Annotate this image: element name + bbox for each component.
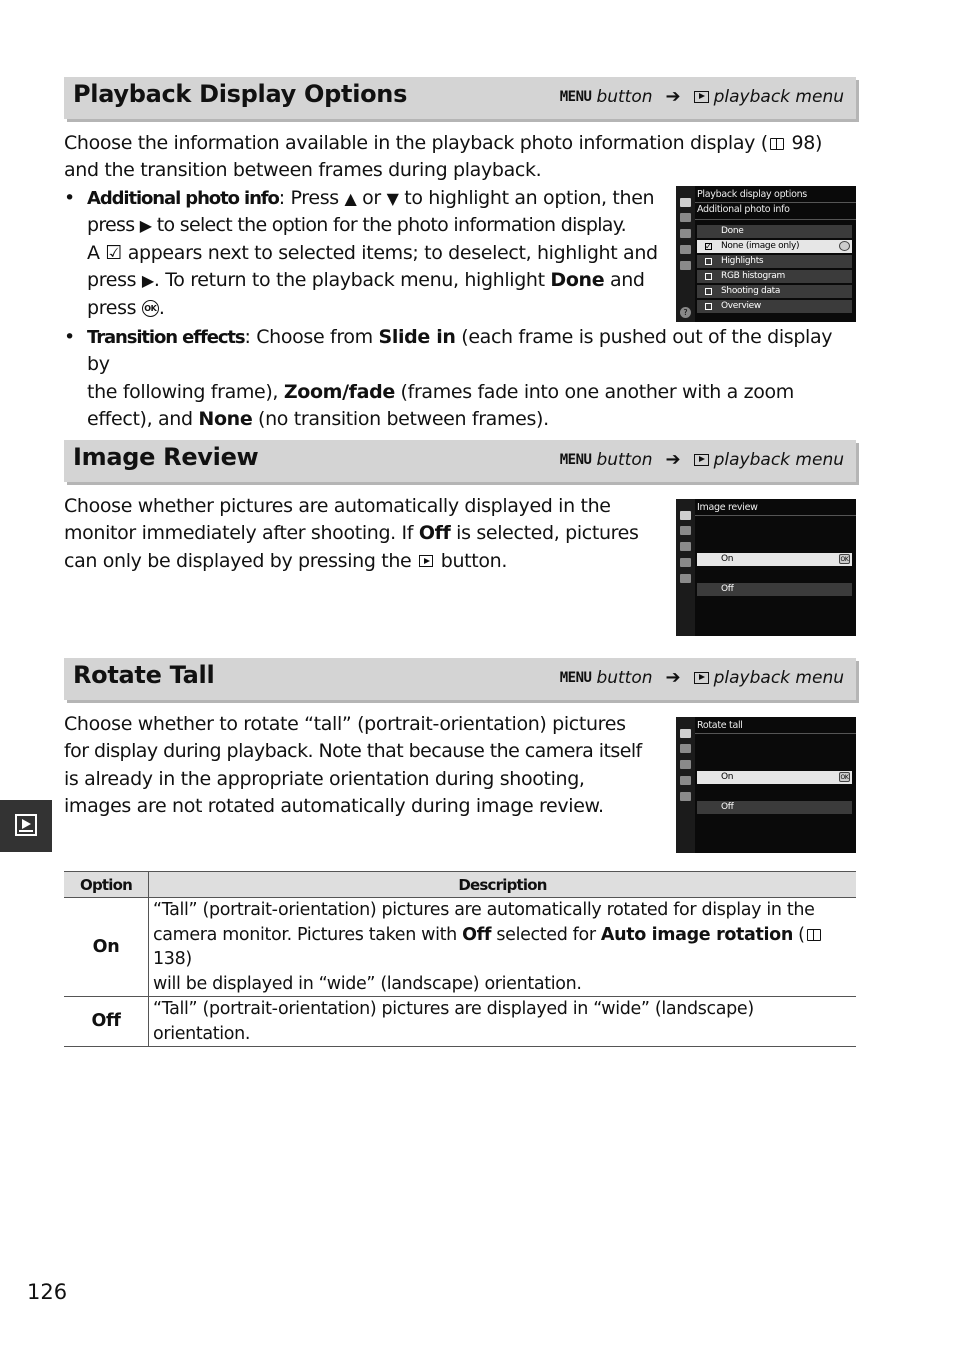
ok-button-icon: OK — [142, 300, 159, 317]
menu-path — [560, 667, 844, 688]
description-cell: “Tall” (portrait-orientation) pictures are automatically rotated for display in the camera monitor. Pictures taken with Off selected for Auto image rotation ( 138) will be displayed in “wide” (landscape) orientation. — [149, 898, 857, 997]
screen-row-on[interactable]: On OK — [697, 771, 852, 784]
help-icon: ? — [680, 307, 691, 318]
arrow-icon: ➔ — [665, 667, 681, 688]
playback-menu-label: playback menu — [713, 667, 844, 688]
page-number: 126 — [27, 1280, 68, 1304]
reference-icon — [770, 138, 784, 150]
right-arrow-icon: ▶ — [139, 216, 152, 236]
section-title: Rotate Tall — [73, 661, 215, 689]
option-cell: Off — [64, 997, 149, 1047]
wrench-tab-icon — [680, 542, 691, 551]
checkbox-icon — [705, 243, 712, 250]
menu-path — [560, 86, 844, 107]
term: Additional photo info — [87, 188, 279, 209]
right-arrow-icon: ▶ — [141, 271, 154, 291]
camera-tab-icon — [680, 744, 691, 753]
up-arrow-icon: ▲ — [344, 189, 357, 208]
playback-tab-icon — [680, 198, 691, 207]
wrench-tab-icon — [680, 229, 691, 238]
wrench-tab-icon — [680, 760, 691, 769]
screen-row-off[interactable]: Off — [697, 583, 852, 596]
camera-tab-icon — [680, 213, 691, 222]
screen-row-shooting[interactable]: Shooting data — [697, 285, 852, 298]
menu-label: MENU — [559, 451, 592, 468]
check-box-icon: ☑ — [105, 241, 123, 264]
table-header-description: Description — [149, 872, 857, 898]
playback-icon — [694, 454, 709, 466]
table-row — [64, 997, 856, 1047]
ok-icon: OK — [840, 556, 849, 563]
rotate-tall-options-table — [64, 871, 856, 1047]
button-label: button — [596, 449, 653, 470]
playback-display-intro: Choose the information available in the playback photo information display ( 98) and the transition between frames during playback. — [64, 132, 823, 182]
playback-icon — [694, 672, 709, 684]
playback-tab-icon — [680, 511, 691, 520]
recent-tab-icon — [680, 574, 691, 583]
playback-menu-label: playback menu — [713, 86, 844, 107]
playback-menu-icon — [15, 814, 37, 836]
bullet-transition-effects: • Transition effects: Choose from Slide in (each frame is pushed out of the display by the following frame), Zoom/fade (frames fade into one another with a zoom effect), and None (no transition between frames). — [64, 326, 833, 431]
playback-icon — [694, 91, 709, 103]
description-cell: “Tall” (portrait-orientation) pictures are displayed in “wide” (landscape) orientation. — [149, 997, 857, 1047]
reference-icon — [807, 929, 821, 941]
rotate-tall-text: Choose whether to rotate “tall” (portrait-orientation) pictures for display during playback. Note that because the camera itself is already in the appropriate orientation during shooting, images are not rotated automatically during image review. — [64, 713, 642, 818]
retouch-tab-icon — [680, 558, 691, 567]
recent-tab-icon — [680, 261, 691, 270]
bullet-additional-photo-info: • Additional photo info: Press ▲ or ▼ to highlight an option, then press ▶ to select the option for the photo information display. A ☑ appears next to selected items; to deselect, highlight and press ▶. To return to the playback menu, highlight Done and press OK . — [64, 187, 658, 319]
menu-label: MENU — [559, 669, 592, 686]
section-title: Playback Display Options — [73, 80, 408, 108]
arrow-icon: ➔ — [665, 449, 681, 470]
table-header-option: Option — [64, 872, 149, 898]
arrow-icon: ➔ — [665, 86, 681, 107]
camera-screen-playback-display: ? Playback display options Additional photo info Done ✓ None (image only) Highlights RGB histogram Shooting data Overview — [676, 186, 856, 322]
screen-row-rgb[interactable]: RGB histogram — [697, 270, 852, 283]
button-label: button — [596, 667, 653, 688]
recent-tab-icon — [680, 792, 691, 801]
screen-row-none[interactable]: ✓ None (image only) — [697, 240, 852, 253]
playback-button-icon — [419, 555, 433, 567]
screen-row-on[interactable]: On OK — [697, 553, 852, 566]
menu-label: MENU — [559, 88, 592, 105]
screen-row-off[interactable]: Off — [697, 801, 852, 814]
screen-row-done[interactable]: Done — [697, 225, 852, 238]
table-row — [64, 898, 856, 997]
ok-icon: OK — [840, 774, 849, 781]
retouch-tab-icon — [680, 245, 691, 254]
retouch-tab-icon — [680, 776, 691, 785]
playback-section-tab — [0, 800, 52, 852]
section-header-playback-display — [64, 77, 856, 119]
screen-row-highlights[interactable]: Highlights — [697, 255, 852, 268]
section-header-rotate-tall — [64, 658, 856, 700]
screen-row-overview[interactable]: Overview — [697, 300, 852, 313]
dial-icon — [839, 241, 850, 251]
section-title: Image Review — [73, 443, 259, 471]
playback-tab-icon — [680, 729, 691, 738]
option-cell: On — [64, 898, 149, 997]
down-arrow-icon: ▼ — [386, 189, 399, 208]
menu-path — [560, 449, 844, 470]
term: Transition effects — [87, 327, 245, 348]
button-label: button — [596, 86, 653, 107]
section-header-image-review — [64, 440, 856, 482]
camera-tab-icon — [680, 526, 691, 535]
playback-menu-label: playback menu — [713, 449, 844, 470]
camera-screen-image-review: Image review On OK Off — [676, 499, 856, 636]
camera-screen-rotate-tall: Rotate tall On OK Off — [676, 717, 856, 853]
image-review-text: Choose whether pictures are automatically displayed in the monitor immediately after shooting. If Off is selected, pictures can only be displayed by pressing the button. — [64, 495, 639, 572]
